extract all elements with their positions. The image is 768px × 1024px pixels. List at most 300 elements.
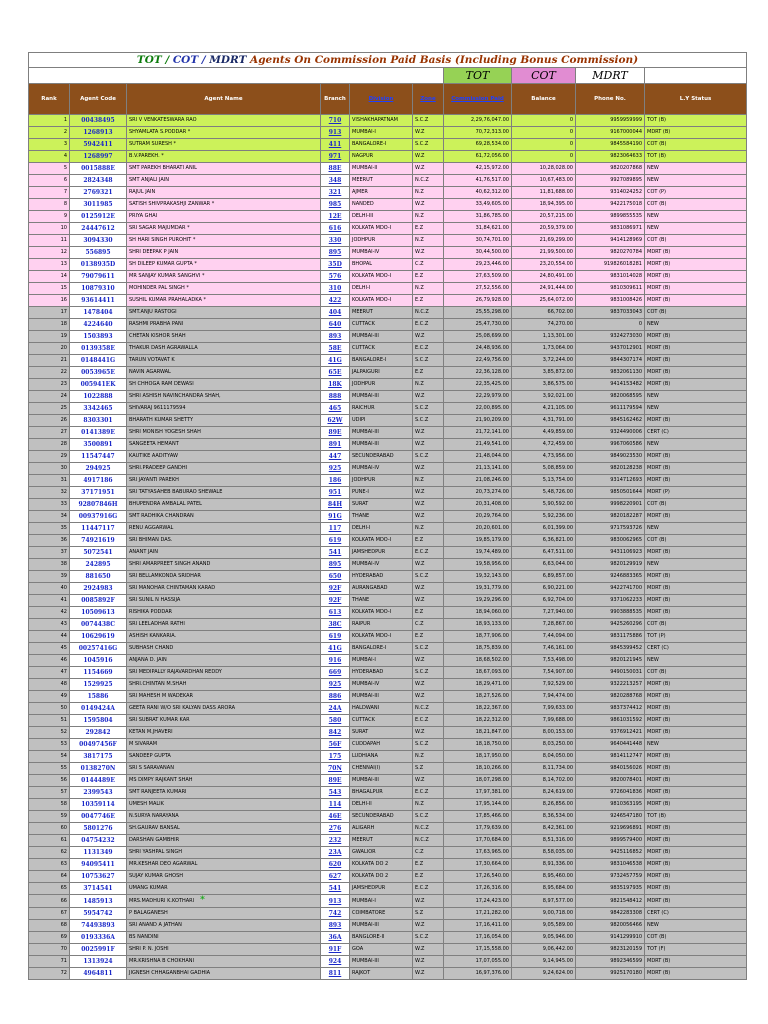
phone-cell: 9899579400: [576, 835, 645, 847]
agent-name-cell: SH HARI SINGH PUROHIT *: [127, 235, 321, 247]
table-row: [29, 583, 747, 595]
agent-code-cell: 292842: [70, 727, 127, 739]
agent-code-cell: 1022888: [70, 391, 127, 403]
balance-cell: 8,42,361.00: [512, 823, 576, 835]
table-row: [29, 127, 747, 139]
branch-cell: 321: [321, 187, 350, 199]
zone-cell: W.Z: [413, 727, 444, 739]
zone-cell: E.Z: [413, 607, 444, 619]
agent-name-cell: MR SANJAY KUMAR SANGHVI *: [127, 271, 321, 283]
zone-cell: S.C.Z: [413, 811, 444, 823]
status-cell: NEW: [645, 920, 747, 932]
commission-paid-cell: 29,23,446.00: [444, 259, 512, 271]
table-row: [29, 211, 747, 223]
table-row: [29, 151, 747, 163]
status-cell: CERT (C): [645, 643, 747, 655]
agent-code-cell: 94095411: [70, 859, 127, 871]
table-row: [29, 763, 747, 775]
zone-cell: W.Z: [413, 127, 444, 139]
phone-cell: 9314024252: [576, 187, 645, 199]
branch-cell: 925: [321, 463, 350, 475]
phone-cell: 9831086971: [576, 223, 645, 235]
agent-name-cell: SHRI AMARPREET SINGH ANAND: [127, 559, 321, 571]
branch-cell: 12E: [321, 211, 350, 223]
agent-name-cell: UMESH MALIK: [127, 799, 321, 811]
agent-code-cell: 1154669: [70, 667, 127, 679]
zone-cell: E.Z: [413, 367, 444, 379]
zone-cell: C.Z: [413, 847, 444, 859]
balance-cell: 1,13,301.00: [512, 331, 576, 343]
agent-code-cell: 00937916G: [70, 511, 127, 523]
phone-cell: 9820182287: [576, 511, 645, 523]
agent-name-cell: RAJUL JAIN: [127, 187, 321, 199]
status-cell: MDRT (B): [645, 547, 747, 559]
table-row: [29, 199, 747, 211]
branch-cell: 35D: [321, 259, 350, 271]
commission-paid-cell: 17,16,054.00: [444, 932, 512, 944]
division-cell: MUMBAI-II: [350, 163, 413, 175]
agent-code-cell: 1131349: [70, 847, 127, 859]
rank-cell: 47: [29, 667, 70, 679]
agent-name-cell: MS DIMPY RAJKANT SHAH: [127, 775, 321, 787]
division-cell: LUDHIANA: [350, 751, 413, 763]
balance-cell: 74,270.00: [512, 319, 576, 331]
col-phone: Phone No.: [576, 84, 645, 115]
table-row: [29, 355, 747, 367]
division-cell: MUMBAI-IV: [350, 559, 413, 571]
zone-cell: W.Z: [413, 920, 444, 932]
division-cell: JODHPUR: [350, 379, 413, 391]
phone-cell: 9925170180: [576, 968, 645, 980]
rank-cell: 54: [29, 751, 70, 763]
commission-paid-cell: 18,10,266.00: [444, 763, 512, 775]
phone-cell: 9425260296: [576, 619, 645, 631]
table-row: [29, 691, 747, 703]
balance-cell: 7,46,161.00: [512, 643, 576, 655]
table-row: [29, 523, 747, 535]
agent-code-cell: 0149424A: [70, 703, 127, 715]
zone-cell: N.C.Z: [413, 835, 444, 847]
rank-cell: 35: [29, 523, 70, 535]
balance-cell: 9,14,945.00: [512, 956, 576, 968]
zone-cell: E.Z: [413, 631, 444, 643]
agent-code-cell: 74921619: [70, 535, 127, 547]
balance-cell: 8,00,153.00: [512, 727, 576, 739]
agent-name-cell: SANDEEP GUPTA: [127, 751, 321, 763]
zone-cell: E.Z: [413, 859, 444, 871]
zone-cell: W.Z: [413, 487, 444, 499]
balance-cell: 5,08,859.00: [512, 463, 576, 475]
rank-cell: 41: [29, 595, 70, 607]
branch-cell: 951: [321, 487, 350, 499]
phone-cell: 9830062965: [576, 535, 645, 547]
agent-name-cell: BHARATH KUMAR SHETTY: [127, 415, 321, 427]
agent-code-cell: 1503893: [70, 331, 127, 343]
phone-cell: 9831014028: [576, 271, 645, 283]
status-cell: COT (B): [645, 667, 747, 679]
agent-name-cell: SUTRAM SURESH *: [127, 139, 321, 151]
col-branch: Branch: [321, 84, 350, 115]
agent-name-cell: RENU AGGARWAL: [127, 523, 321, 535]
status-cell: MDRT (B): [645, 775, 747, 787]
rank-cell: 23: [29, 379, 70, 391]
balance-cell: 21,69,299.00: [512, 235, 576, 247]
phone-cell: 9823120159: [576, 944, 645, 956]
table-row: [29, 908, 747, 920]
rank-cell: 64: [29, 871, 70, 883]
agent-code-cell: 3714541: [70, 883, 127, 895]
status-cell: MDRT (B): [645, 247, 747, 259]
agent-code-cell: 93614411: [70, 295, 127, 307]
agent-code-cell: 00438495: [70, 115, 127, 127]
branch-cell: 811: [321, 968, 350, 980]
agent-code-cell: 2824348: [70, 175, 127, 187]
status-cell: COT (B): [645, 619, 747, 631]
commission-paid-cell: 18,75,839.00: [444, 643, 512, 655]
branch-cell: 58E: [321, 343, 350, 355]
agent-code-cell: 0148441G: [70, 355, 127, 367]
zone-cell: W.Z: [413, 679, 444, 691]
agent-name-cell: GEETA RANI W/O SRI KALYAN DASS ARORA: [127, 703, 321, 715]
phone-cell: 9840156026: [576, 763, 645, 775]
division-cell: CUTTACK: [350, 715, 413, 727]
agent-name-cell: SH DILEEP KUMAR GUPTA *: [127, 259, 321, 271]
rank-cell: 18: [29, 319, 70, 331]
branch-cell: 36A: [321, 932, 350, 944]
balance-cell: 21,99,500.00: [512, 247, 576, 259]
status-cell: MDRT (B): [645, 859, 747, 871]
branch-cell: 893: [321, 331, 350, 343]
commission-paid-cell: 17,70,684.00: [444, 835, 512, 847]
zone-cell: W.Z: [413, 956, 444, 968]
table-row: [29, 319, 747, 331]
table-row: [29, 679, 747, 691]
table-row: [29, 595, 747, 607]
agent-name-cell: MR.KRISHNA B CHOKHANI: [127, 956, 321, 968]
commission-paid-cell: 17,24,423.00: [444, 895, 512, 908]
phone-cell: 9892346599: [576, 956, 645, 968]
branch-cell: 38C: [321, 619, 350, 631]
phone-cell: 9845162462: [576, 415, 645, 427]
phone-cell: 9927089895: [576, 175, 645, 187]
rank-cell: 67: [29, 908, 70, 920]
agent-name-cell: SRI TATYASAHEB BABURAO SHEWALE: [127, 487, 321, 499]
rank-cell: 22: [29, 367, 70, 379]
status-cell: MDRT (B): [645, 883, 747, 895]
agent-name-cell: SUSHIL KUMAR PRAHALADKA *: [127, 295, 321, 307]
zone-cell: C.Z: [413, 619, 444, 631]
rank-cell: 24: [29, 391, 70, 403]
status-cell: MDRT (B): [645, 835, 747, 847]
zone-cell: E.Z: [413, 871, 444, 883]
rank-cell: 30: [29, 463, 70, 475]
col-status: L.Y Status: [645, 84, 747, 115]
phone-cell: 9324490006: [576, 427, 645, 439]
commission-paid-cell: 19,58,956.00: [444, 559, 512, 571]
agent-code-cell: 3094330: [70, 235, 127, 247]
commission-paid-cell: 20,31,408.00: [444, 499, 512, 511]
balance-cell: 7,94,474.00: [512, 691, 576, 703]
status-cell: MDRT (B): [645, 475, 747, 487]
division-cell: PUNE-I: [350, 487, 413, 499]
commission-paid-cell: 22,29,979.00: [444, 391, 512, 403]
branch-cell: 89E: [321, 775, 350, 787]
commission-paid-cell: 19,74,489.00: [444, 547, 512, 559]
division-cell: MUMBAI-III: [350, 691, 413, 703]
division-cell: SURAT: [350, 499, 413, 511]
phone-cell: 9998220901: [576, 499, 645, 511]
balance-cell: 8,11,734.00: [512, 763, 576, 775]
balance-cell: 4,31,791.00: [512, 415, 576, 427]
commission-paid-cell: 22,49,756.00: [444, 355, 512, 367]
status-cell: COT (B): [645, 307, 747, 319]
branch-cell: 41G: [321, 643, 350, 655]
agent-code-cell: 1313924: [70, 956, 127, 968]
division-cell: JALPAIGURI: [350, 367, 413, 379]
rank-cell: 68: [29, 920, 70, 932]
agent-name-cell: SMT.ANJU RASTOGI: [127, 307, 321, 319]
phone-cell: 9322213257: [576, 679, 645, 691]
branch-cell: 616: [321, 223, 350, 235]
division-cell: THANE: [350, 511, 413, 523]
agent-code-cell: 4917186: [70, 475, 127, 487]
branch-cell: 620: [321, 859, 350, 871]
balance-cell: 10,67,483.00: [512, 175, 576, 187]
zone-cell: W.Z: [413, 583, 444, 595]
agent-code-cell: 0138935D: [70, 259, 127, 271]
branch-cell: 916: [321, 655, 350, 667]
rank-cell: 11: [29, 235, 70, 247]
balance-cell: 3,92,021.00: [512, 391, 576, 403]
commission-paid-cell: 17,16,411.00: [444, 920, 512, 932]
zone-cell: W.Z: [413, 499, 444, 511]
phone-cell: 9437012901: [576, 343, 645, 355]
division-cell: MUMBAI-III: [350, 391, 413, 403]
agent-code-cell: 5942411: [70, 139, 127, 151]
balance-cell: 6,47,511.00: [512, 547, 576, 559]
agent-code-cell: 0053965E: [70, 367, 127, 379]
division-cell: RAIPUR: [350, 619, 413, 631]
table-row: [29, 163, 747, 175]
commission-paid-cell: 17,97,381.00: [444, 787, 512, 799]
rank-cell: 21: [29, 355, 70, 367]
balance-cell: 4,72,459.00: [512, 439, 576, 451]
division-cell: MUMBAI-IV: [350, 463, 413, 475]
agent-code-cell: 0125912E: [70, 211, 127, 223]
agent-name-cell: SANGEETA HEMANT: [127, 439, 321, 451]
agent-name-cell: SATISH SHIVPRAKASHJI ZANWAR *: [127, 199, 321, 211]
agent-name-cell: MRS.MADHURI K.KOTHARI *: [127, 895, 321, 908]
balance-cell: 8,26,856.00: [512, 799, 576, 811]
agent-name-cell: SH.GAURAV BANSAL: [127, 823, 321, 835]
phone-cell: 9732457759: [576, 871, 645, 883]
balance-cell: 9,06,442.00: [512, 944, 576, 956]
branch-cell: 91F: [321, 944, 350, 956]
branch-cell: 619: [321, 535, 350, 547]
branch-cell: 447: [321, 451, 350, 463]
balance-cell: 8,58,035.00: [512, 847, 576, 859]
balance-cell: 3,86,575.00: [512, 379, 576, 391]
branch-cell: 310: [321, 283, 350, 295]
phone-cell: 9431106923: [576, 547, 645, 559]
rank-cell: 49: [29, 691, 70, 703]
agent-code-cell: 1529925: [70, 679, 127, 691]
status-cell: CERT (C): [645, 908, 747, 920]
table-row: [29, 739, 747, 751]
zone-cell: N.Z: [413, 379, 444, 391]
zone-cell: S.Z: [413, 763, 444, 775]
division-cell: THANE: [350, 595, 413, 607]
rank-cell: 66: [29, 895, 70, 908]
rank-cell: 12: [29, 247, 70, 259]
zone-cell: N.C.Z: [413, 175, 444, 187]
branch-cell: 640: [321, 319, 350, 331]
branch-cell: 89E: [321, 427, 350, 439]
phone-cell: 9820207868: [576, 163, 645, 175]
division-cell: KOLKATA DO 2: [350, 871, 413, 883]
balance-cell: 7,92,529.00: [512, 679, 576, 691]
commission-paid-cell: 22,35,425.00: [444, 379, 512, 391]
agent-code-cell: 1045916: [70, 655, 127, 667]
rank-cell: 36: [29, 535, 70, 547]
commission-paid-cell: 30,74,701.00: [444, 235, 512, 247]
division-cell: CUTTACK: [350, 343, 413, 355]
phone-cell: 9820270784: [576, 247, 645, 259]
balance-cell: 24,91,444.00: [512, 283, 576, 295]
balance-cell: 6,63,044.00: [512, 559, 576, 571]
zone-cell: E.Z: [413, 295, 444, 307]
balance-cell: 6,36,821.00: [512, 535, 576, 547]
phone-cell: 9823064633: [576, 151, 645, 163]
balance-cell: 7,54,907.00: [512, 667, 576, 679]
commission-paid-cell: 41,76,517.00: [444, 175, 512, 187]
agent-name-cell: N.SURYA NARAYANA: [127, 811, 321, 823]
phone-cell: 9810309611: [576, 283, 645, 295]
balance-cell: 10,28,028.00: [512, 163, 576, 175]
agent-code-cell: 1595804: [70, 715, 127, 727]
division-cell: MUMBAI-I: [350, 127, 413, 139]
agent-name-cell: SRI LEELADHAR RATHI: [127, 619, 321, 631]
rank-cell: 52: [29, 727, 70, 739]
division-cell: BANGALORE-I: [350, 139, 413, 151]
balance-cell: 25,64,072.00: [512, 295, 576, 307]
zone-cell: S.C.Z: [413, 667, 444, 679]
table-row: [29, 667, 747, 679]
phone-cell: 9832061130: [576, 367, 645, 379]
col-commission-paid[interactable]: Commission Paid: [444, 84, 512, 115]
status-cell: NEW: [645, 163, 747, 175]
rank-cell: 51: [29, 715, 70, 727]
agent-name-cell: MOHINDER PAL SINGH *: [127, 283, 321, 295]
commission-paid-cell: 18,67,093.00: [444, 667, 512, 679]
status-cell: TOT (B): [645, 151, 747, 163]
agent-code-cell: 79079611: [70, 271, 127, 283]
status-cell: MDRT (B): [645, 956, 747, 968]
agent-name-cell: SRI MAHESH M WADEKAR: [127, 691, 321, 703]
table-row: [29, 115, 747, 127]
balance-cell: 4,49,859.00: [512, 427, 576, 439]
col-zone[interactable]: Zone: [413, 84, 444, 115]
agents-table: [28, 52, 747, 980]
balance-cell: 9,05,589.00: [512, 920, 576, 932]
zone-cell: S.C.Z: [413, 643, 444, 655]
commission-paid-cell: 17,79,639.00: [444, 823, 512, 835]
agent-name-cell: TARUN VOTAVAT K: [127, 355, 321, 367]
branch-cell: 541: [321, 547, 350, 559]
division-cell: MUMBAI-III: [350, 331, 413, 343]
table-row: [29, 883, 747, 895]
branch-cell: 650: [321, 571, 350, 583]
rank-cell: 56: [29, 775, 70, 787]
table-row: [29, 283, 747, 295]
table-row: [29, 559, 747, 571]
branch-cell: 891: [321, 439, 350, 451]
balance-cell: 23,20,554.00: [512, 259, 576, 271]
phone-cell: 9835197935: [576, 883, 645, 895]
agent-name-cell: RISHIKA PODDAR: [127, 607, 321, 619]
agent-name-cell: CHETAN KISHOR SHAH: [127, 331, 321, 343]
rank-cell: 25: [29, 403, 70, 415]
balance-cell: 8,97,577.00: [512, 895, 576, 908]
rank-cell: 39: [29, 571, 70, 583]
agent-code-cell: 2399543: [70, 787, 127, 799]
col-division[interactable]: Division: [350, 84, 413, 115]
balance-cell: 0: [512, 127, 576, 139]
status-cell: COT (B): [645, 199, 747, 211]
phone-cell: 9845584190: [576, 139, 645, 151]
rank-cell: 37: [29, 547, 70, 559]
status-cell: MDRT (B): [645, 823, 747, 835]
agent-code-cell: 881650: [70, 571, 127, 583]
status-cell: NEW: [645, 739, 747, 751]
balance-cell: 8,24,619.00: [512, 787, 576, 799]
agent-code-cell: 0141389E: [70, 427, 127, 439]
branch-cell: 41G: [321, 355, 350, 367]
agent-code-cell: 10359114: [70, 799, 127, 811]
division-cell: RAICHUR: [350, 403, 413, 415]
commission-paid-cell: 25,55,298.00: [444, 307, 512, 319]
division-cell: JODHPUR: [350, 235, 413, 247]
commission-paid-cell: 18,22,367.00: [444, 703, 512, 715]
rank-cell: 62: [29, 847, 70, 859]
branch-cell: 913: [321, 895, 350, 908]
balance-cell: 6,92,704.00: [512, 595, 576, 607]
zone-cell: E.C.Z: [413, 547, 444, 559]
table-row: [29, 343, 747, 355]
zone-cell: N.Z: [413, 211, 444, 223]
status-cell: MDRT (P): [645, 487, 747, 499]
zone-cell: C.Z: [413, 259, 444, 271]
zone-cell: E.Z: [413, 271, 444, 283]
branch-cell: 924: [321, 956, 350, 968]
agent-name-cell: SRI MANOHAR CHINTAMAN KARAD: [127, 583, 321, 595]
agent-name-cell: PRIYA GHAI: [127, 211, 321, 223]
phone-cell: 9246547180: [576, 811, 645, 823]
balance-cell: 3,85,872.00: [512, 367, 576, 379]
commission-paid-cell: 18,18,750.00: [444, 739, 512, 751]
status-cell: MDRT (B): [645, 271, 747, 283]
balance-cell: 20,57,215.00: [512, 211, 576, 223]
status-cell: MDRT (B): [645, 331, 747, 343]
division-cell: GWALIOR: [350, 847, 413, 859]
agent-code-cell: 2924983: [70, 583, 127, 595]
zone-cell: S.C.Z: [413, 571, 444, 583]
rank-cell: 1: [29, 115, 70, 127]
phone-cell: 9414153482: [576, 379, 645, 391]
balance-cell: 8,95,460.00: [512, 871, 576, 883]
status-cell: MDRT (B): [645, 691, 747, 703]
branch-cell: 886: [321, 691, 350, 703]
